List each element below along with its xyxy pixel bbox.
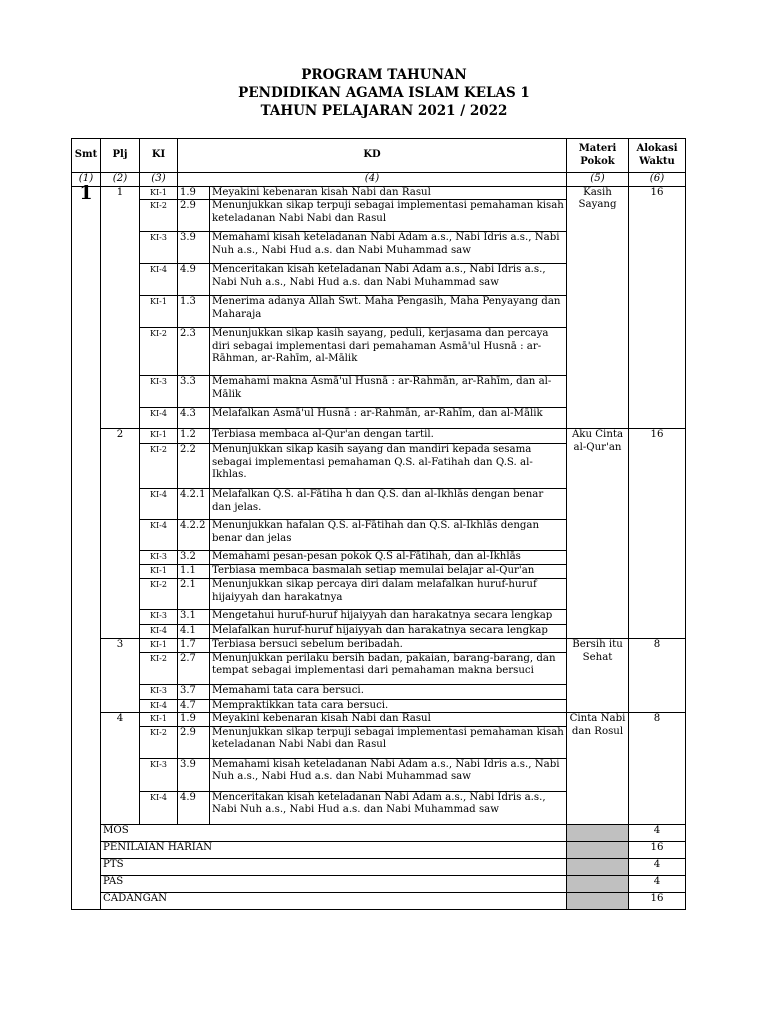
kd-number: 4.2.2 (178, 520, 210, 551)
kd-description: Menerima adanya Allah Swt. Maha Pengasih, Maha Penyayang dan Maharaja (210, 296, 567, 328)
summary-value: 16 (629, 892, 686, 909)
kd-number: 3.1 (178, 610, 210, 625)
lesson-number: 3 (101, 639, 140, 713)
kd-number: 2.2 (178, 444, 210, 489)
summary-label: PTS (101, 858, 567, 875)
kd-number: 4.7 (178, 699, 210, 713)
summary-value: 4 (629, 875, 686, 892)
colnum-2: (2) (101, 173, 140, 187)
kd-number: 2.3 (178, 328, 210, 376)
colnum-5: (5) (567, 173, 629, 187)
materi-pokok: Bersih itu Sehat (567, 639, 629, 713)
kd-number: 3.9 (178, 758, 210, 791)
summary-row (72, 824, 686, 841)
ki-label: KI-3 (140, 684, 178, 699)
kd-number: 3.9 (178, 232, 210, 264)
kd-number: 4.9 (178, 791, 210, 824)
ki-label: KI-4 (140, 699, 178, 713)
alokasi-waktu: 16 (629, 429, 686, 639)
title-program: PROGRAM TAHUNAN (301, 67, 467, 83)
shaded-cell (567, 875, 629, 892)
kd-number: 2.9 (178, 726, 210, 758)
ki-label: KI-1 (140, 639, 178, 653)
ki-label: KI-1 (140, 429, 178, 444)
summary-label: PENILAIAN HARIAN (101, 841, 567, 858)
ki-label: KI-1 (140, 713, 178, 727)
ki-label: KI-2 (140, 652, 178, 684)
kd-description: Menceritakan kisah keteladanan Nabi Adam a.s., Nabi Idris a.s., Nabi Nuh a.s., Nabi Hud a.s. dan Nabi Muhammad saw (210, 264, 567, 296)
summary-value: 4 (629, 858, 686, 875)
kd-description: Menunjukkan sikap terpuji sebagai implementasi pemahaman kisah keteladanan Nabi Nabi dan Rasul (210, 726, 567, 758)
kd-description: Menunjukkan perilaku bersih badan, pakaian, barang-barang, dan tempat sebagai implementasi dari pemahaman makna bersuci (210, 652, 567, 684)
shaded-cell (567, 858, 629, 875)
kd-number: 4.3 (178, 408, 210, 429)
ki-label: KI-1 (140, 186, 178, 200)
kd-description: Menunjukkan sikap kasih sayang, peduli, kerjasama dan percaya diri sebagai implementasi dari pemahaman Asmā'ul Husnā : ar-Rāhman, ar-Rahīm, al-Mālik (210, 328, 567, 376)
col-materi: Materi Pokok (567, 139, 629, 173)
document-title-block (0, 66, 768, 120)
kd-number: 1.2 (178, 429, 210, 444)
lesson-number: 4 (101, 713, 140, 825)
summary-row (72, 892, 686, 909)
materi-pokok: Cinta Nabi dan Rosul (567, 713, 629, 825)
alokasi-waktu: 8 (629, 639, 686, 713)
kd-description: Menceritakan kisah keteladanan Nabi Adam a.s., Nabi Idris a.s., Nabi Nuh a.s., Nabi Hud a.s. dan Nabi Muhammad saw (210, 791, 567, 824)
ki-label: KI-1 (140, 296, 178, 328)
kd-number: 1.7 (178, 639, 210, 653)
ki-label: KI-2 (140, 444, 178, 489)
ki-label: KI-4 (140, 520, 178, 551)
col-plj: Plj (101, 139, 140, 173)
colnum-6: (6) (629, 173, 686, 187)
kd-description: Memahami makna Asmā'ul Husnā : ar-Rahmān, ar-Rahīm, dan al-Mālik (210, 376, 567, 408)
summary-row (72, 875, 686, 892)
ki-label: KI-3 (140, 376, 178, 408)
kd-number: 4.1 (178, 625, 210, 639)
ki-label: KI-2 (140, 579, 178, 610)
summary-row (72, 858, 686, 875)
shaded-cell (567, 824, 629, 841)
ki-label: KI-3 (140, 551, 178, 565)
kd-description: Melafalkan Q.S. al-Fātiha h dan Q.S. dan al-Ikhlās dengan benar dan jelas. (210, 489, 567, 520)
shaded-cell (567, 841, 629, 858)
kd-description: Melafalkan Asmā'ul Husnā : ar-Rahmān, ar-Rahīm, dan al-Mālik (210, 408, 567, 429)
ki-label: KI-3 (140, 758, 178, 791)
kd-description: Menunjukkan hafalan Q.S. al-Fātihah dan Q.S. al-Ikhlās dengan benar dan jelas (210, 520, 567, 551)
table-body (72, 181, 686, 909)
kd-number: 2.7 (178, 652, 210, 684)
kd-description: Memahami kisah keteladanan Nabi Adam a.s., Nabi Idris a.s., Nabi Nuh a.s., Nabi Hud a.s. dan Nabi Muhammad saw (210, 758, 567, 791)
kd-number: 1.3 (178, 296, 210, 328)
summary-label: PAS (101, 875, 567, 892)
summary-value: 4 (629, 824, 686, 841)
ki-label: KI-4 (140, 625, 178, 639)
materi-pokok: Kasih Sayang (567, 186, 629, 429)
summary-value: 16 (629, 841, 686, 858)
summary-row (72, 841, 686, 858)
summary-label: CADANGAN (101, 892, 567, 909)
kd-number: 2.1 (178, 579, 210, 610)
title-subject: PENDIDIKAN AGAMA ISLAM KELAS 1 (238, 85, 530, 101)
kd-number: 1.9 (178, 186, 210, 200)
kd-row (72, 639, 686, 653)
alokasi-waktu: 8 (629, 713, 686, 825)
kd-description: Menunjukkan sikap kasih sayang dan mandiri kepada sesama sebagai implementasi pemahaman Q.S. al-Fatihah dan Q.S. al-Ikhlas. (210, 444, 567, 489)
col-smt: Smt (72, 139, 101, 173)
title-year: TAHUN PELAJARAN 2021 / 2022 (260, 103, 508, 119)
alokasi-waktu: 16 (629, 186, 686, 429)
ki-label: KI-4 (140, 408, 178, 429)
kd-description: Memahami pesan-pesan pokok Q.S al-Fātihah, dan al-Ikhlās (210, 551, 567, 565)
kd-description: Terbiasa membaca al-Qur'an dengan tartil. (210, 429, 567, 444)
colnum-1: (1) (72, 173, 101, 187)
lesson-number: 1 (101, 186, 140, 429)
kd-description: Meyakini kebenaran kisah Nabi dan Rasul (210, 713, 567, 727)
ki-label: KI-3 (140, 232, 178, 264)
kd-number: 1.1 (178, 565, 210, 579)
ki-label: KI-4 (140, 489, 178, 520)
ki-label: KI-1 (140, 565, 178, 579)
col-alokasi: Alokasi Waktu (629, 139, 686, 173)
kd-number: 3.2 (178, 551, 210, 565)
lesson-number: 2 (101, 429, 140, 639)
ki-label: KI-4 (140, 791, 178, 824)
shaded-cell (567, 892, 629, 909)
kd-description: Terbiasa membaca basmalah setiap memulai belajar al-Qur'an (210, 565, 567, 579)
header-row (72, 139, 686, 173)
ki-label: KI-2 (140, 200, 178, 232)
kd-number: 4.2.1 (178, 489, 210, 520)
kd-description: Memahami kisah keteladanan Nabi Adam a.s., Nabi Idris a.s., Nabi Nuh a.s., Nabi Hud a.s. dan Nabi Muhammad saw (210, 232, 567, 264)
kd-number: 3.3 (178, 376, 210, 408)
kd-row (72, 429, 686, 444)
col-ki: KI (140, 139, 178, 173)
kd-description: Terbiasa bersuci sebelum beribadah. (210, 639, 567, 653)
kd-description: Menunjukkan sikap percaya diri dalam melafalkan huruf-huruf hijaiyyah dan harakatnya (210, 579, 567, 610)
summary-label: MOS (101, 824, 567, 841)
kd-number: 4.9 (178, 264, 210, 296)
kd-description: Mengetahui huruf-huruf hijaiyyah dan harakatnya secara lengkap (210, 610, 567, 625)
materi-pokok: Aku Cinta al-Qur'an (567, 429, 629, 639)
ki-label: KI-3 (140, 610, 178, 625)
ki-label: KI-2 (140, 328, 178, 376)
kd-description: Meyakini kebenaran kisah Nabi dan Rasul (210, 186, 567, 200)
kd-description: Memahami tata cara bersuci. (210, 684, 567, 699)
column-number-row (72, 173, 686, 187)
program-tahunan-table (71, 138, 686, 910)
kd-number: 1.9 (178, 713, 210, 727)
colnum-4: (4) (178, 173, 567, 187)
kd-number: 2.9 (178, 200, 210, 232)
colnum-3: (3) (140, 173, 178, 187)
kd-description: Mempraktikkan tata cara bersuci. (210, 699, 567, 713)
ki-label: KI-4 (140, 264, 178, 296)
kd-row (72, 186, 686, 200)
col-kd: KD (178, 139, 567, 173)
kd-description: Menunjukkan sikap terpuji sebagai implementasi pemahaman kisah keteladanan Nabi Nabi dan Rasul (210, 200, 567, 232)
kd-row (72, 713, 686, 727)
semester-cell: 1 (72, 186, 101, 909)
kd-number: 3.7 (178, 684, 210, 699)
kd-description: Melafalkan huruf-huruf hijaiyyah dan harakatnya secara lengkap (210, 625, 567, 639)
ki-label: KI-2 (140, 726, 178, 758)
